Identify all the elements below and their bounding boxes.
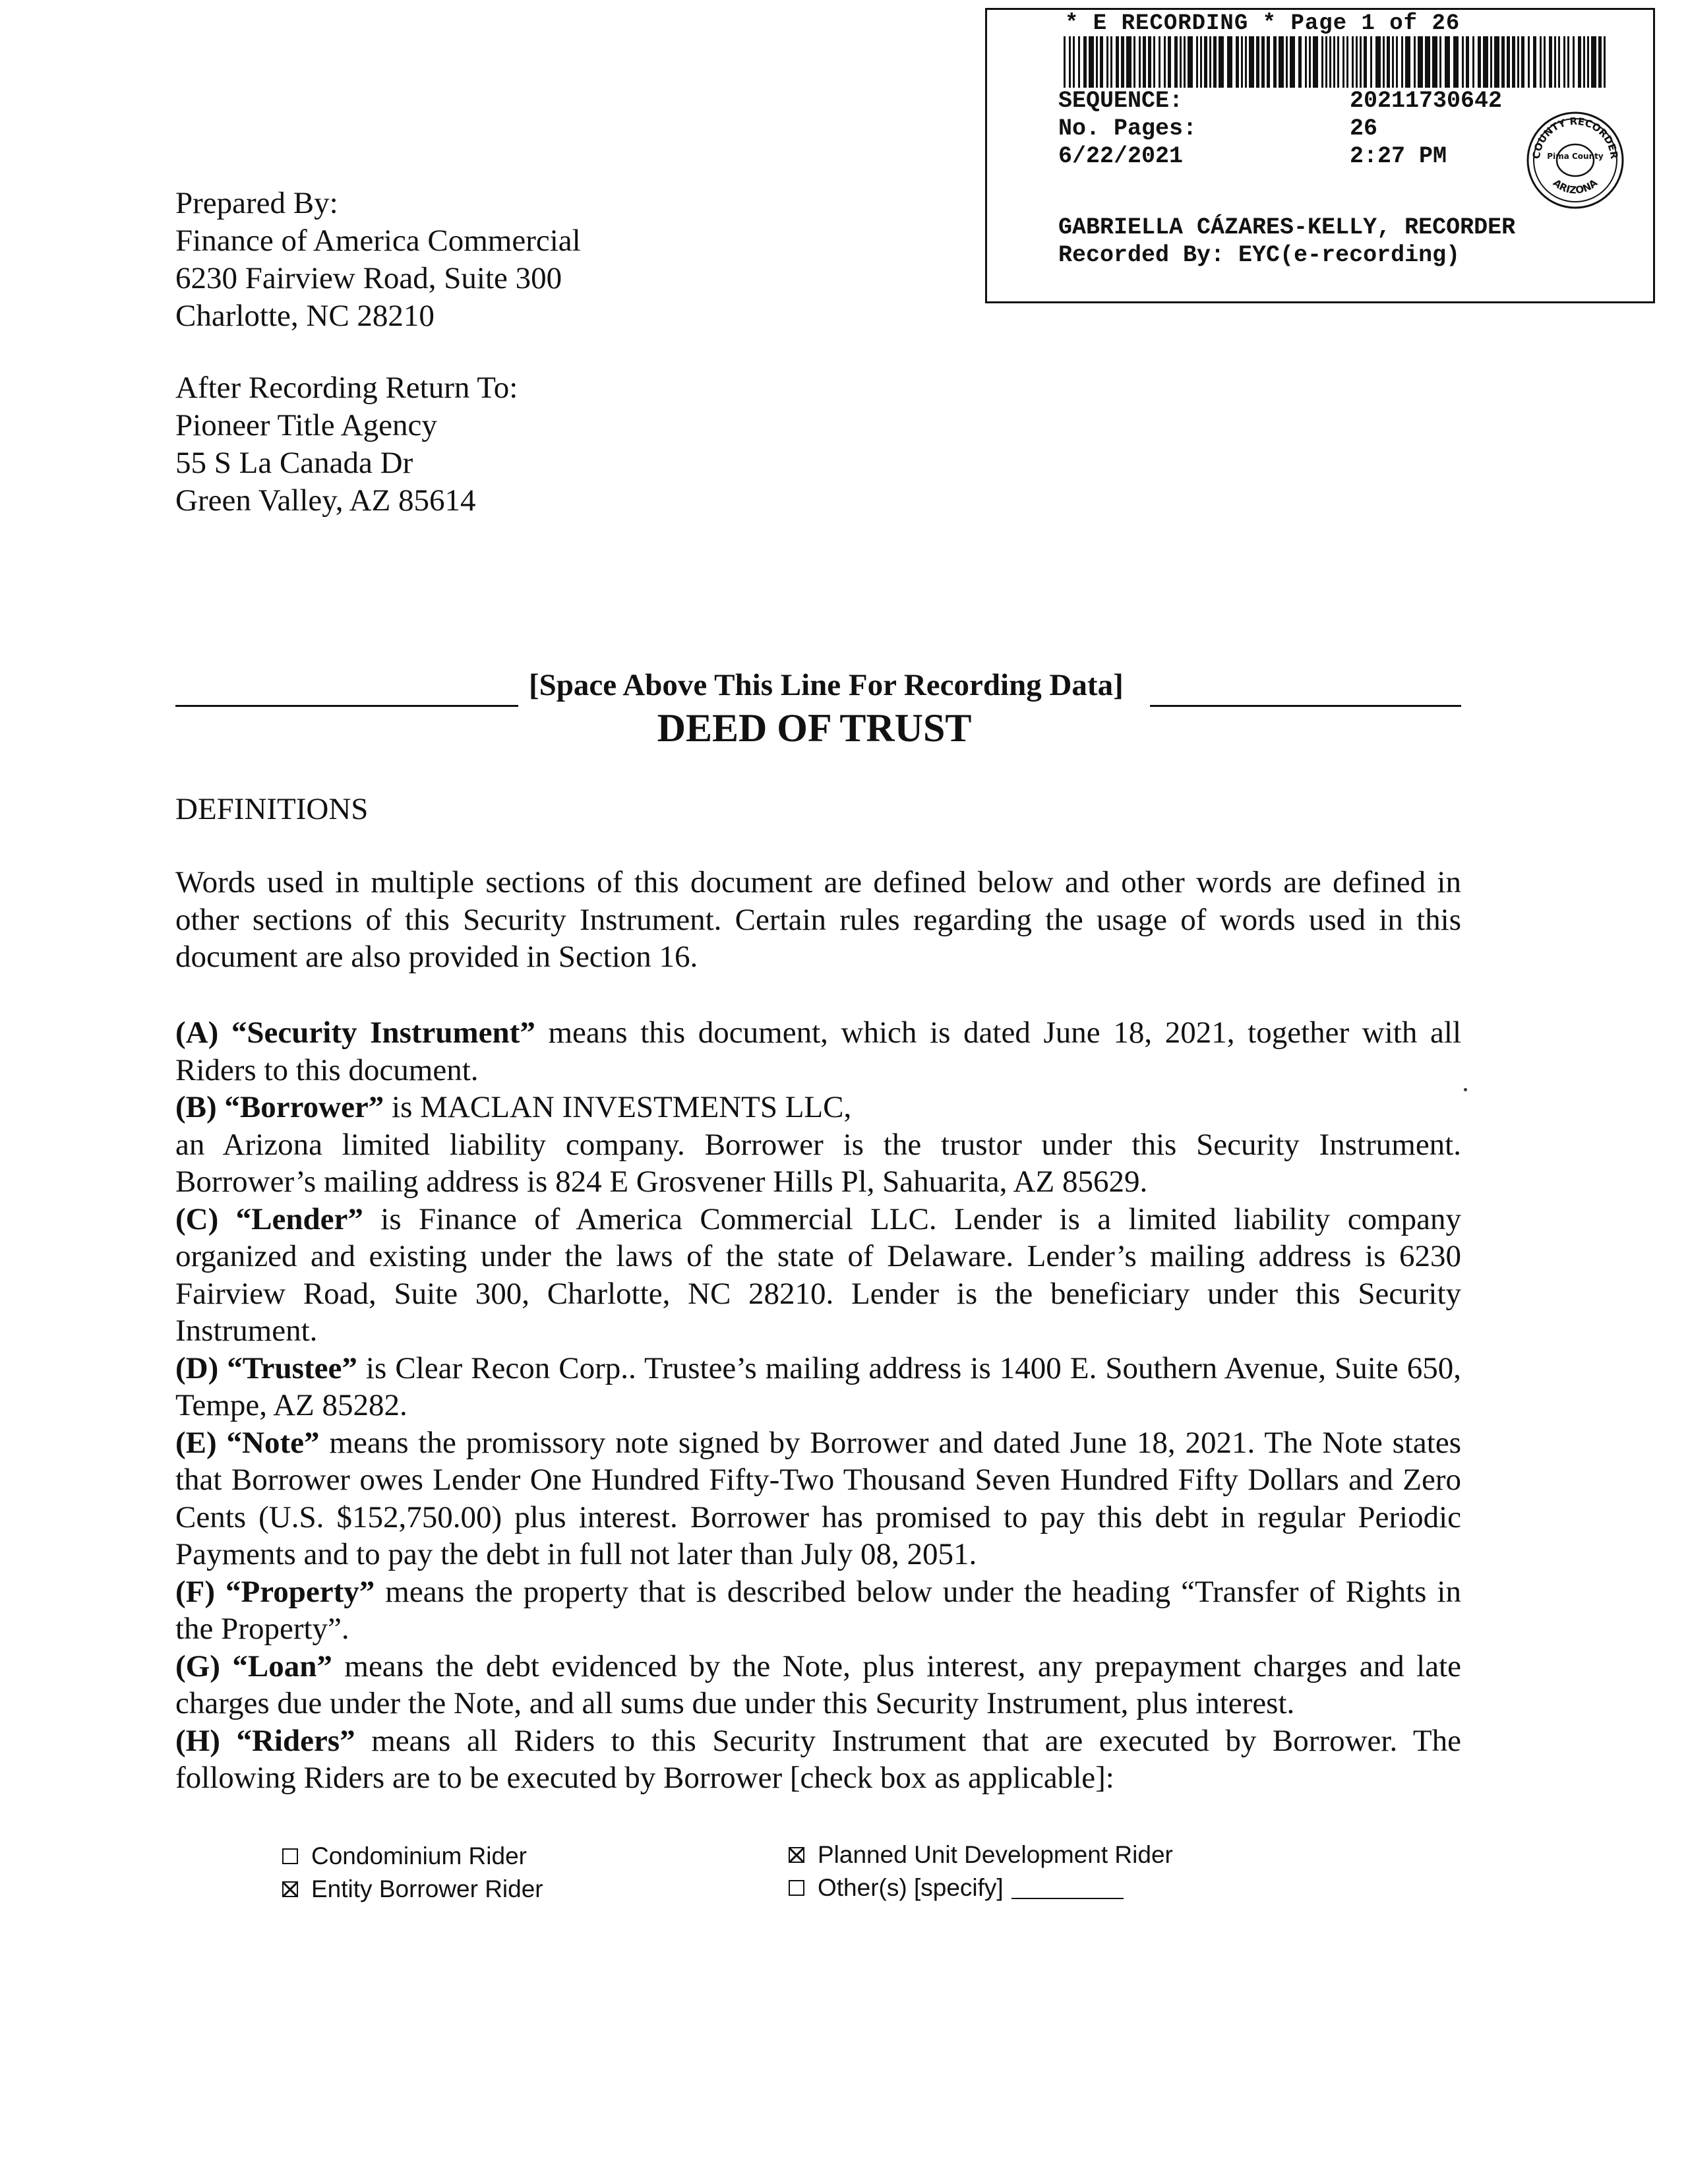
definition-text: means all Riders to this Security Instrument that are executed by Borrower. The following Riders are to be executed by Borrower [check box as applicable]: [175,1723,1461,1795]
barcode-bar [1256,36,1259,88]
barcode-bar [1209,36,1211,88]
barcode-bar [1544,36,1546,88]
barcode-bar [1164,36,1166,88]
barcode-bar [1290,36,1295,88]
barcode-bar [1184,36,1186,88]
barcode-bar [1148,36,1151,88]
barcode-bar [1554,36,1556,88]
barcode-bar [1073,36,1075,88]
definitions-heading: DEFINITIONS [175,792,369,826]
recording-time: 2:27 PM [1350,143,1447,169]
barcode-bar [1309,36,1311,88]
barcode-bar [1143,36,1146,88]
barcode-bar [1591,36,1596,88]
prepared-by-line: Finance of America Commercial [175,224,581,258]
entity-borrower-checkbox[interactable] [282,1881,298,1897]
barcode-bar [1439,36,1441,88]
definition-item [175,1648,1461,1722]
recording-stamp [985,8,1655,303]
barcode-bar [1587,36,1589,88]
barcode-bar [1558,36,1560,88]
barcode-bar [1573,36,1575,88]
rider-entity-borrower[interactable] [282,1875,543,1903]
barcode [1064,36,1606,88]
barcode-bar [1298,36,1302,88]
rider-condominium[interactable] [282,1842,527,1870]
definition-label: (H) “Riders” [175,1723,355,1758]
barcode-bar [1116,36,1119,88]
barcode-bar [1279,36,1284,88]
other-specify-blank[interactable] [1011,1877,1124,1899]
recording-space-divider [175,667,1461,710]
prepared-by-heading: Prepared By: [175,186,338,220]
condominium-checkbox[interactable] [282,1848,298,1864]
barcode-bar [1204,36,1207,88]
definition-item [175,1573,1461,1648]
barcode-bar [1501,36,1505,88]
barcode-bar [1333,36,1335,88]
definition-item [175,1089,1461,1201]
barcode-bar [1472,36,1474,88]
barcode-bar [1069,36,1071,88]
barcode-bar [1106,36,1108,88]
barcode-bar [1445,36,1450,88]
barcode-bar [1261,36,1265,88]
barcode-bar [1604,36,1606,88]
barcode-bar [1139,36,1141,88]
definition-label: (C) “Lender” [175,1201,363,1236]
prepared-by-line: 6230 Fairview Road, Suite 300 [175,261,562,295]
barcode-bar [1267,36,1270,88]
definitions-list [175,1014,1461,1797]
barcode-bar [1517,36,1519,88]
barcode-bar [1360,36,1362,88]
barcode-bar [1227,36,1232,88]
barcode-bar [1083,36,1087,88]
barcode-bar [1174,36,1178,88]
barcode-bar [1356,36,1358,88]
barcode-bar [1549,36,1552,88]
return-to-heading: After Recording Return To: [175,371,518,405]
barcode-bar [1064,36,1066,88]
definition-label: (G) “Loan” [175,1649,332,1684]
barcode-bar [1241,36,1243,88]
barcode-bar [1392,36,1394,88]
barcode-bar [1188,36,1193,88]
barcode-bar [1180,36,1182,88]
other-checkbox[interactable] [789,1880,804,1896]
barcode-bar [1512,36,1515,88]
barcode-bar [1507,36,1510,88]
barcode-bar [1466,36,1469,88]
barcode-bar [1425,36,1430,88]
barcode-bar [1578,36,1581,88]
barcode-bar [1337,36,1339,88]
barcode-bar [1249,36,1254,88]
intro-paragraph: Words used in multiple sections of this document are defined below and other words are defined in other sections of this Security Instrument. Certain rules regarding the usage of words used in this document are also provided in Section 16. [175,865,1461,974]
barcode-bar [1313,36,1318,88]
barcode-bar [1598,36,1602,88]
barcode-bar [1219,36,1224,88]
barcode-bar [1370,36,1372,88]
scan-speck [1464,1088,1467,1091]
prepared-by-line: Charlotte, NC 28210 [175,299,435,333]
seal-top-text: COUNTY RECORDER [1530,115,1621,160]
barcode-bar [1325,36,1327,88]
barcode-bar [1089,36,1094,88]
sequence-value: 20211730642 [1350,88,1503,114]
barcode-bar [1414,36,1416,88]
barcode-bar [1405,36,1410,88]
svg-text:ARIZONA [1551,177,1600,197]
barcode-bar [1126,36,1131,88]
barcode-bar [1352,36,1354,88]
barcode-bar [1483,36,1488,88]
seal-bottom-text: ARIZONA [1550,177,1600,197]
barcode-bar [1321,36,1323,88]
barcode-bar [1273,36,1277,88]
barcode-bar [1168,36,1171,88]
sequence-label: SEQUENCE: [1058,88,1184,114]
barcode-bar [1346,36,1348,88]
rider-other[interactable] [789,1874,1124,1902]
recording-date: 6/22/2021 [1058,143,1184,169]
barcode-bar [1096,36,1098,88]
seal-center-text: Pima County [1547,152,1604,161]
definition-item [175,1424,1461,1573]
barcode-bar [1401,36,1403,88]
barcode-bar [1567,36,1569,88]
barcode-bar [1563,36,1565,88]
barcode-bar [1200,36,1202,88]
barcode-bar [1533,36,1536,88]
definition-text: means the debt evidenced by the Note, plus interest, any prepayment charges and late charges due under the Note, and all sums due under this Security Instrument, plus interest. [175,1649,1461,1720]
barcode-bar [1110,36,1112,88]
barcode-bar [1383,36,1385,88]
definition-text: is Clear Recon Corp.. Trustee’s mailing address is 1400 E. Southern Avenue, Suite 650, Tempe, AZ 85282. [175,1350,1461,1422]
planned-unit-label: Planned Unit Development Rider [818,1841,1173,1868]
return-to-line: Pioneer Title Agency [175,408,437,442]
definition-text: is Finance of America Commercial LLC. Lender is a limited liability company organized and existing under the laws of the state of Delaware. Lender’s mailing address is 6230 Fairview Road, Suite 300, Charlotte, NC 28210. Lender is the beneficiary under this Security Instrument. [175,1201,1461,1348]
barcode-bar [1418,36,1423,88]
pima-county-recorder-seal-icon [1525,110,1625,210]
barcode-bar [1583,36,1585,88]
definition-item [175,1201,1461,1350]
definition-item [175,1722,1461,1797]
barcode-bar [1342,36,1344,88]
definition-text: means this document, which is dated June 18, 2021, together with all Riders to this document. [175,1016,1462,1087]
barcode-bar [1236,36,1239,88]
barcode-bar [1196,36,1198,88]
barcode-bar [1478,36,1481,88]
definition-label: (E) “Note” [175,1425,320,1460]
barcode-bar [1462,36,1464,88]
return-to-line: Green Valley, AZ 85614 [175,483,476,518]
barcode-bar [1494,36,1499,88]
barcode-bar [1286,36,1288,88]
barcode-bar [1213,36,1217,88]
barcode-bar [1078,36,1080,88]
other-label: Other(s) [specify] [818,1874,1004,1901]
recorder-name: GABRIELLA CÁZARES-KELLY, RECORDER [1058,214,1516,241]
recorded-by: Recorded By: EYC(e-recording) [1058,242,1461,268]
space-above-text: [Space Above This Line For Recording Data] [529,668,1124,702]
return-to-line: 55 S La Canada Dr [175,446,413,480]
planned-unit-checkbox[interactable] [789,1847,804,1863]
barcode-bar [1396,36,1398,88]
barcode-bar [1528,36,1530,88]
document-title: DEED OF TRUST [657,706,972,750]
definition-item [175,1350,1461,1424]
barcode-bar [1490,36,1492,88]
entity-borrower-label: Entity Borrower Rider [311,1875,543,1902]
recording-header: * E RECORDING * Page 1 of 26 [1065,11,1461,36]
barcode-bar [1540,36,1542,88]
barcode-bar [1159,36,1160,88]
barcode-bar [1329,36,1331,88]
rider-planned-unit-development[interactable] [789,1841,1173,1869]
pages-value: 26 [1350,115,1378,142]
definition-text: means the property that is described below under the heading “Transfer of Rights in the Property”. [175,1574,1461,1646]
return-to-block [175,369,518,520]
definition-text: is MACLAN INVESTMENTS LLC, an Arizona limited liability company. Borrower is the trustor under this Security Instrument. Borrower’s mailing address is 824 E Grosvener Hills Pl, Sahuarita, AZ 85629. [175,1090,1461,1199]
barcode-bar [1133,36,1135,88]
barcode-bar [1387,36,1390,88]
barcode-bar [1432,36,1437,88]
barcode-bar [1453,36,1459,88]
definition-item [175,1014,1461,1089]
definition-label: (A) “Security Instrument” [175,1016,535,1050]
condominium-label: Condominium Rider [311,1842,527,1869]
barcode-bar [1245,36,1247,88]
barcode-bar [1364,36,1367,88]
barcode-bar [1305,36,1307,88]
definition-label: (F) “Property” [175,1574,375,1609]
barcode-bar [1121,36,1124,88]
prepared-by-block [175,185,581,335]
barcode-bar [1100,36,1103,88]
definition-text: means the promissory note signed by Borrower and dated June 18, 2021. The Note states that Borrower owes Lender One Hundred Fifty-Two Thousand Seven Hundred Fifty Dollars and Zero Cents (U.S. $152,750.00) plus interest. Borrower has promised to pay this debt in regular Periodic Payments and to pay the debt in full not later than July 08, 2051. [175,1425,1461,1571]
definition-label: (D) “Trustee” [175,1350,357,1385]
barcode-bar [1375,36,1381,88]
barcode-bar [1153,36,1155,88]
barcode-bar [1521,36,1524,88]
pages-label: No. Pages: [1058,115,1197,142]
definition-label: (B) “Borrower” [175,1090,384,1124]
